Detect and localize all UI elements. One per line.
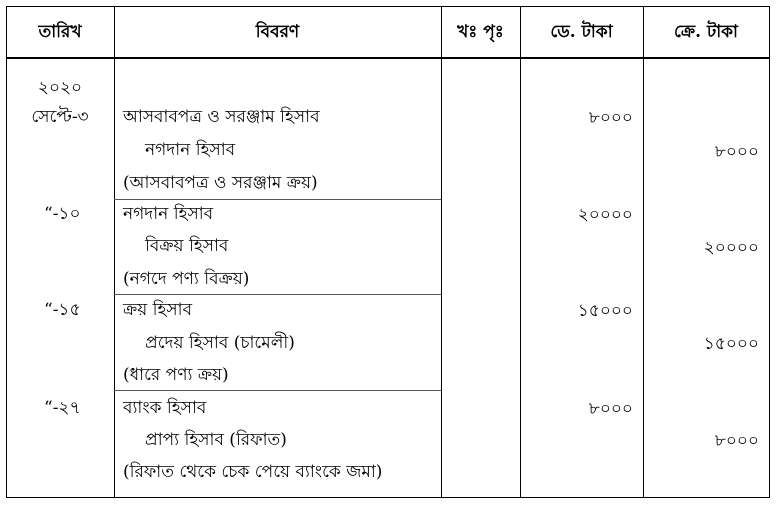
entry-2-credit-account: বিক্রয় হিসাব [145, 236, 229, 256]
entry-1-debit-amount: ৮০০০ [588, 108, 633, 128]
entry-2-credit-amount: ২০০০০ [703, 238, 759, 258]
header-description: বিবরণ [255, 22, 300, 42]
header-credit: ক্রে. টাকা [674, 22, 738, 42]
entry-3-narration: (ধারে পণ্য ক্রয়) [123, 365, 229, 385]
entry-separator-3 [114, 390, 441, 391]
entry-2-debit-account: নগদান হিসাব [123, 204, 214, 224]
entry-4-credit-account: প্রাপ্য হিসাব (রিফাত) [145, 430, 287, 450]
entry-3-debit-account: ক্রয় হিসাব [123, 300, 193, 320]
entry-1-credit-account: নগদান হিসাব [145, 140, 236, 160]
entry-4-debit-account: ব্যাংক হিসাব [123, 398, 207, 418]
table-border-bottom [6, 497, 770, 498]
header-debit: ডে. টাকা [550, 22, 613, 42]
entry-3-credit-account: প্রদেয় হিসাব (চামেলী) [145, 333, 295, 353]
entry-separator-1 [114, 199, 441, 200]
entry-2-debit-amount: ২০০০০ [577, 205, 633, 225]
table-border-top [6, 6, 770, 7]
header-bottom-line [6, 57, 770, 59]
column-line-description [441, 6, 442, 498]
entry-separator-2 [114, 294, 441, 295]
entry-4-debit-amount: ৮০০০ [588, 399, 633, 419]
column-line-right [769, 6, 770, 498]
entry-3-date: “-১৫ [44, 300, 81, 320]
entry-4-date: “-২৭ [44, 398, 81, 418]
entry-1-date-year: ২০২০ [37, 78, 83, 98]
entry-1-debit-account: আসবাবপত্র ও সরঞ্জাম হিসাব [123, 107, 320, 127]
entry-3-debit-amount: ১৫০০০ [577, 301, 633, 321]
column-line-ledger [520, 6, 521, 498]
entry-4-narration: (রিফাত থেকে চেক পেয়ে ব্যাংকে জমা) [123, 462, 383, 482]
entry-3-credit-amount: ১৫০০০ [703, 334, 759, 354]
entry-1-narration: (আসবাবপত্র ও সরঞ্জাম ক্রয়) [123, 173, 318, 193]
entry-1-date: সেপ্টে-৩ [31, 107, 89, 127]
column-line-date [114, 6, 115, 498]
entry-4-credit-amount: ৮০০০ [714, 431, 759, 451]
header-ledger-page: খঃ পৃঃ [457, 22, 504, 42]
entry-2-narration: (নগদে পণ্য বিক্রয়) [123, 269, 250, 289]
entry-1-credit-amount: ৮০০০ [714, 142, 759, 162]
entry-2-date: “-১০ [44, 204, 81, 224]
header-date: তারিখ [38, 22, 82, 42]
